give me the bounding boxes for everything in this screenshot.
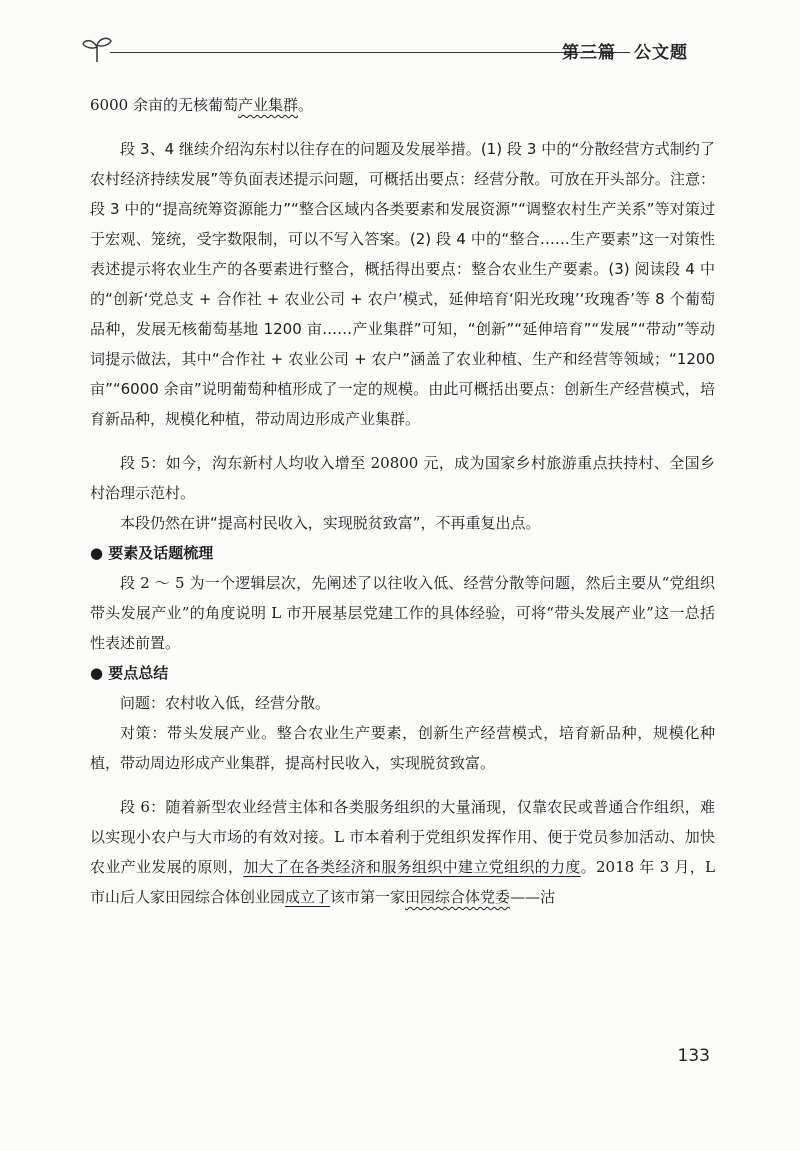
p8-text-d: ——沽 — [510, 888, 556, 906]
p1-end: 。 — [297, 96, 313, 114]
p1-underlined: 产业集群 — [237, 96, 298, 114]
p8-underline-1: 加大了在各类经济和服务组织中建立党组织的力度 — [243, 858, 581, 876]
p8-text-a: 段 6：随着新型农业经营主体和各类服务组织的大量涌现，仅靠农民或普通合作组织，难以实现小农户与大市场的有效对接。L 市本着利于党组织发挥作用、便于党员参加活动、加快农业产业发展的原则， — [90, 798, 715, 876]
paragraph-problem: 问题：农村收入低，经营分散。 — [120, 694, 331, 712]
p8-underline-3: 田园综合体党委 — [405, 888, 511, 906]
p8-text-b: 。2018 年 3 月，L 市山后人家田园综合体创业园 — [90, 858, 715, 906]
paragraph-note-5: 本段仍然在讲“提高村民收入，实现脱贫致富”，不再重复出点。 — [120, 514, 541, 532]
page-number: 133 — [677, 1046, 710, 1066]
body-text — [90, 90, 715, 912]
p8-underline-2: 成立了 — [285, 888, 331, 906]
paragraph-continuation — [90, 90, 715, 120]
bullet-heading-points: ● 要点总结 — [90, 664, 169, 682]
paragraph-section-6 — [90, 792, 715, 912]
paragraph-analysis-3-4: 段 3、4 继续介绍沟东村以往存在的问题及发展举措。(1) 段 3 中的“分散经营方式制约了农村经济持续发展”等负面表述提示问题，可概括出要点：经营分散。可放在开头部分。注意：段 3 中的“提高统筹资源能力”“整合区域内各类要素和发展资源”“调整农村生产关系”等对策过于宏观、笼统，受字数限制，可以不写入答案。(2) 段 4 中的“整合……生产要素”这一对策性表述提示将农业生产的各要素进行整合，概括得出要点：整合农业生产要素。(3) 阅读段 4 中的“创新‘党总支 + 合作社 + 农业公司 + 农户’模式，延伸培育‘阳光玫瑰’‘玫瑰香’等 8 个葡萄品种，发展无核葡萄基地 1200 亩……产业集群”可知，“创新”“延伸培育”“发展”“带动”等动词提示做法，其中“合作社 + 农业公司 + 农户”涵盖了农业种植、生产和经营等领域；“1200 亩”“6000 余亩”说明葡萄种植形成了一定的规模。由此可概括出要点：创新生产经营模式，培育新品种，规模化种植，带动周边形成产业集群。 — [90, 140, 715, 428]
paragraph-measures: 对策：带头发展产业。整合农业生产要素，创新生产经营模式，培育新品种，规模化种植，带动周边形成产业集群，提高村民收入，实现脱贫致富。 — [90, 724, 715, 772]
section-title: 第三篇 公文题 — [562, 43, 688, 63]
p1-text: 6000 余亩的无核葡萄 — [90, 96, 238, 114]
sprout-icon — [80, 34, 114, 64]
page-header — [80, 30, 720, 70]
paragraph-section-5: 段 5：如今，沟东新村人均收入增至 20800 元，成为国家乡村旅游重点扶持村、全国乡村治理示范村。 — [90, 454, 715, 502]
p8-text-c: 该市第一家 — [330, 888, 406, 906]
bullet-heading-elements: ● 要素及话题梳理 — [90, 544, 214, 562]
header-rule — [110, 52, 630, 53]
paragraph-summary-2-5: 段 2 ～ 5 为一个逻辑层次，先阐述了以往收入低、经营分散等问题，然后主要从“党组织带头发展产业”的角度说明 L 市开展基层党建工作的具体经验，可将“带头发展产业”这一总括性表述前置。 — [90, 574, 715, 652]
